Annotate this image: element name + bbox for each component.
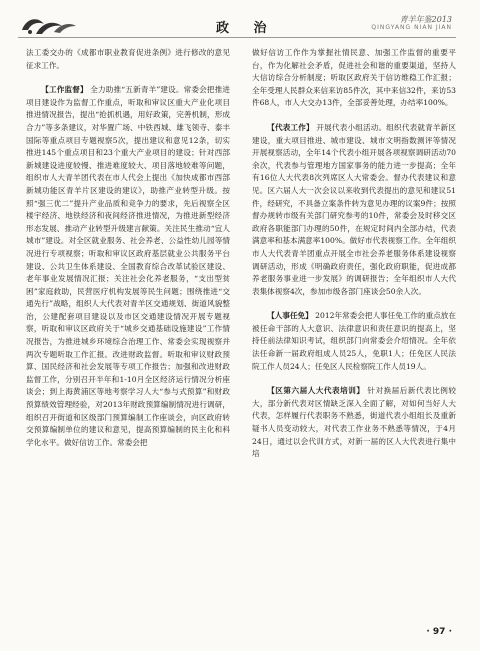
section-label-personnel-appointment: 【人事任免】 bbox=[267, 311, 313, 321]
section-label-representative-training: 【区第六届人大代表培训】 bbox=[267, 386, 365, 396]
section-title: 政 治 bbox=[216, 21, 277, 36]
section-text-representative-training: 针对换届后新代表比例较大，部分新代表对区情缺乏深入全面了解，对如何当好人大代表，怎样履行代表职务不熟悉，街道代表小组组长及重新疑书人员变动较大，对代表工作业务不熟悉等情况，于4月24日，通过以会代训方式，对新一届的区人大代表进行集中培 bbox=[252, 386, 457, 459]
paragraph-petition-continuation: 做好信访工作作为掌握社情民意、加强工作监督的重要平台，作为化解社会矛盾，促进社会和谐的重要渠道，坚持人大信访综合分析制度；听取区政府关于信访维稳工作汇报；全年受理人民群众来信来访85件次，其中来信32件，来访53件68人，市人大交办13件，全部妥善处理，办结率100%。 bbox=[252, 48, 456, 108]
section-label-representative-work: 【代表工作】 bbox=[267, 122, 314, 132]
yearbook-title: 青羊年鉴2013 bbox=[399, 15, 452, 24]
right-column bbox=[252, 47, 456, 461]
section-text-personnel-appointment: 2012年常委会把人事任免工作的重点放在被任命干部的人大意识、法律意识和责任意识的提高上，坚持任前法律知识考试，组织部门向常委会介绍情况。全年依法任命新一届政府组成人员25人，免职1人；任免区人民法院工作人员24人；任免区人民检察院工作人员19人。 bbox=[252, 311, 456, 371]
paragraph-representative-training bbox=[252, 385, 456, 461]
paragraph-representative-work bbox=[252, 122, 456, 298]
paragraph-intro-continuation: 法工委交办的《成都市职业教育促进条例》进行修改的意见征求工作。 bbox=[26, 48, 230, 70]
left-column bbox=[26, 47, 230, 449]
section-label-work-supervision: 【工作监督】 bbox=[41, 85, 88, 95]
page-number: · 97 · bbox=[426, 627, 452, 637]
paragraph-work-supervision bbox=[26, 84, 230, 449]
header-rule bbox=[18, 37, 456, 38]
section-text-representative-work: 开展代表小组活动。组织代表就青羊新区建设，重大项目推进、城市建设、城市文明指数测评等情况开展视察活动，全年14个代表小组开展各项视察调研活动70余次，代表参与管理地方国家事务的能力进一步提高；全年有16位人大代表8次列席区人大常委会。督办代表建议和意见。区六届人大一次会议以来收到代表提出的意见和建议51件，经研究，不具备立案条件转为意见办理的议案9件；按照督办规转市级有关部门研究参考的10件，常委会及时移交区政府各职能部门办理的50件，在规定时间内全部办结，代表满意率和基本满意率100%。做好市代表视察工作。全年组织市人大代表青羊团重点开展全市社会养老服务体系建设视察调研活动，形成《明确政府责任，强化政府职能，促进成都养老服务事业进一步发展》的调研报告；全年组织市人大代表集体视察4次，参加市级各部门座谈会50余人次。 bbox=[252, 122, 457, 296]
yearbook-logo-icon bbox=[18, 14, 80, 36]
paragraph-personnel-appointment bbox=[252, 310, 456, 373]
section-text-work-supervision: 全力助推“五新青羊”建设。常委会把推进项目建设作为监督工作重点，听取和审议区重大产业化项目推进情况报告，提出“抢抓机遇，用好政策，完善机制，形成合力”等多条建议，对华置广场、中铁西城、雄飞领寺、泰丰国际等重点项目专题视察5次，提出建议和意见12条，切实推进145个重点项目和23个重大产业项目的建设；针对西部新城建设进度较慢、推进难度较大、项目落地较难等问题，组织市人大青羊团代表在市人代会上提出《加快成都市西部新城功能区青羊片区建设的建议》，助推产业转型升级。按照“强三优二”提升产业品质和竞争力的要求，先后视察全区楼宇经济、地铁经济和夜间经济推进情况，为推进新型经济形态发展、推动产业转型升级建言献策。关注民生推动“宜人城市”建设。对全区就业服务、社会养老、公益性幼儿园等情况进行专项视察；听取和审议区政府基层就业公共服务平台建设、公共卫生体系建设、全国教育综合改革试验区建设、老年事业发展情况汇报；关注社会化养老服务，“支出型贫困”家庭救助，民营医疗机构发展等民生问题；围绕推进“交通先行”战略，组织人大代表对青羊区交通规划、街道风貌整治，公建配套项目建设以及市区交通建设情况开展专题视察，听取和审议区政府关于“城乡交通基础设施建设”工作情况报告，为推进城乡环境综合治理工作、常委会实现视察并两次专题听取工作汇报。改进财政监督。听取和审议财政预算、国民经济和社会发展等专项工作报告；加强和改进财政监督工作，分别召开半年和1-10月全区经济运行情况分析座谈会；到上海黄浦区等地考察学习人大“参与式预算”和财政预算绩效管理经验，对2013年财政预算编制情况进行调研，组织召开街道和区级部门预算编制工作座谈会，向区政府转交预算编制单位的建议和意见，提高预算编制的民主化和科学化水平。做好信访工作。常委会把 bbox=[26, 85, 230, 447]
yearbook-subtitle: QINGYANG NIAN JIAN bbox=[371, 24, 452, 31]
